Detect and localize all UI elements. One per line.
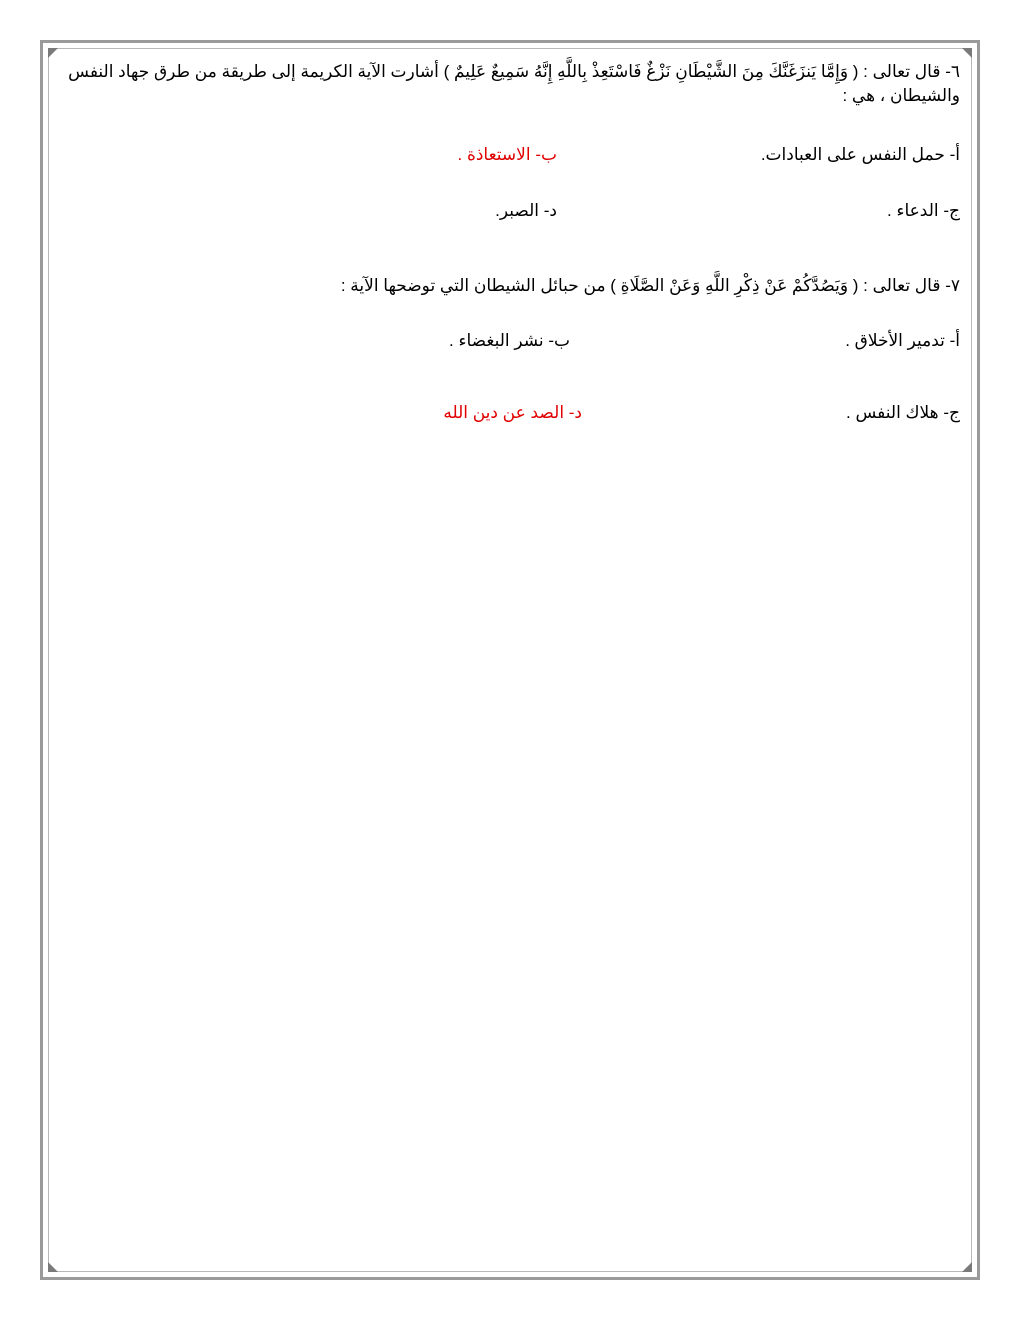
question-7-option-c[interactable]: ج- هلاك النفس . [846,403,960,422]
corner-ornament-bottom-left [48,1262,58,1272]
question-6-option-d[interactable]: د- الصبر. [495,201,557,220]
corner-ornament-top-right [962,48,972,58]
question-7-stem: ٧- قال تعالى : ( وَيَصُدَّكُمْ عَنْ ذِكْرِ اللَّهِ وَعَنْ الصَّلَاةِ ) من حبائل الشيطان التي توضحها الآية : [340,276,960,295]
question-7-option-a[interactable]: أ- تدمير الأخلاق . [845,331,960,350]
question-6-option-c[interactable]: ج- الدعاء . [887,201,960,220]
question-7-option-b[interactable]: ب- نشر البغضاء . [449,331,570,350]
page-border-inner [48,48,972,1272]
question-6-option-a[interactable]: أ- حمل النفس على العبادات. [760,145,960,164]
question-7-option-d-correct[interactable]: د- الصد عن دين الله [443,403,582,422]
question-6-stem: ٦- قال تعالى : ( وَإِمَّا يَنزَغَنَّكَ مِنَ الشَّيْطَانِ نَزْغٌ فَاسْتَعِذْ بِاللَّهِ إِنَّهُ سَمِيعٌ عَلِيمٌ ) أشارت الآية الكريمة إلى طريقة من طرق جهاد النفس والشيطان ، هي : [68,62,960,105]
corner-ornament-bottom-right [962,1262,972,1272]
question-6-option-b-correct[interactable]: ب- الاستعاذة . [457,145,557,164]
corner-ornament-top-left [48,48,58,58]
